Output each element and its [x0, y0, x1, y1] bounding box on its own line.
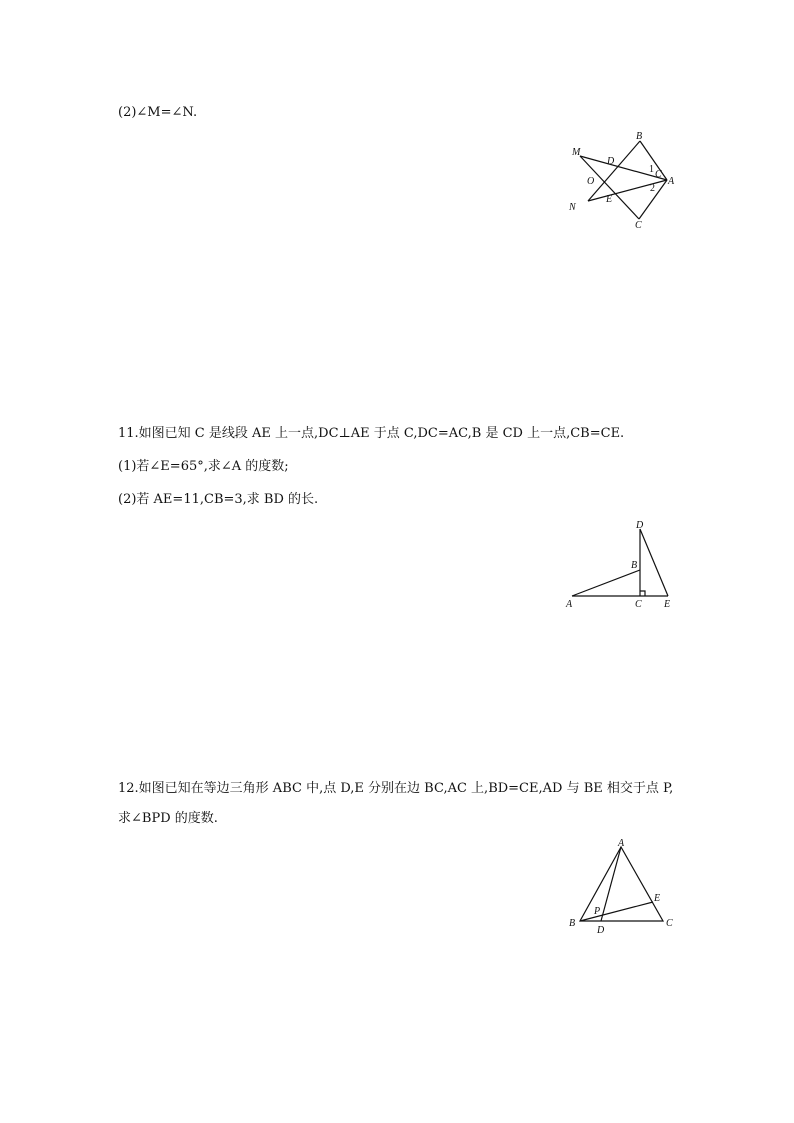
label-C-inner: C — [655, 169, 662, 180]
label-B: B — [636, 131, 643, 142]
label-angle-1: 1 — [649, 164, 654, 175]
label-E: E — [664, 599, 671, 610]
q11-figure — [560, 515, 685, 612]
label-B: B — [569, 918, 576, 929]
label-A: A — [618, 838, 625, 849]
label-P: P — [594, 906, 601, 917]
label-C: C — [666, 918, 673, 929]
label-E: E — [654, 893, 661, 904]
label-D: D — [597, 925, 605, 936]
q10-part2: (2)∠M=∠N. — [118, 105, 198, 120]
label-E: E — [606, 194, 613, 205]
label-D: D — [607, 156, 615, 167]
segment-AB — [572, 570, 640, 596]
q10-figure — [560, 128, 690, 233]
segment-BE — [580, 902, 653, 921]
label-M: M — [572, 147, 581, 158]
label-C: C — [635, 220, 642, 231]
label-angle-2: 2 — [650, 183, 655, 194]
label-A: A — [566, 599, 573, 610]
q12-stem-line1: 12.如图已知在等边三角形 ABC 中,点 D,E 分别在边 BC,AC 上,BD=CE,AD 与 BE 相交于点 P, — [118, 781, 674, 796]
right-angle-mark — [640, 591, 645, 596]
label-N: N — [569, 202, 576, 213]
segment-NA — [588, 180, 667, 201]
label-D: D — [636, 520, 644, 531]
label-C: C — [635, 599, 642, 610]
label-A: A — [668, 176, 675, 187]
segment-DE — [640, 529, 668, 596]
q12-stem-line2: 求∠BPD 的度数. — [118, 811, 218, 826]
q11-stem: 11.如图已知 C 是线段 AE 上一点,DC⊥AE 于点 C,DC=AC,B 是 CD 上一点,CB=CE. — [118, 426, 625, 441]
segment-AD — [601, 847, 621, 921]
label-B: B — [631, 560, 638, 571]
q11-part1: (1)若∠E=65°,求∠A 的度数; — [118, 459, 289, 474]
q12-figure — [560, 835, 685, 940]
q11-part2: (2)若 AE=11,CB=3,求 BD 的长. — [118, 492, 319, 507]
label-O: O — [587, 176, 595, 187]
